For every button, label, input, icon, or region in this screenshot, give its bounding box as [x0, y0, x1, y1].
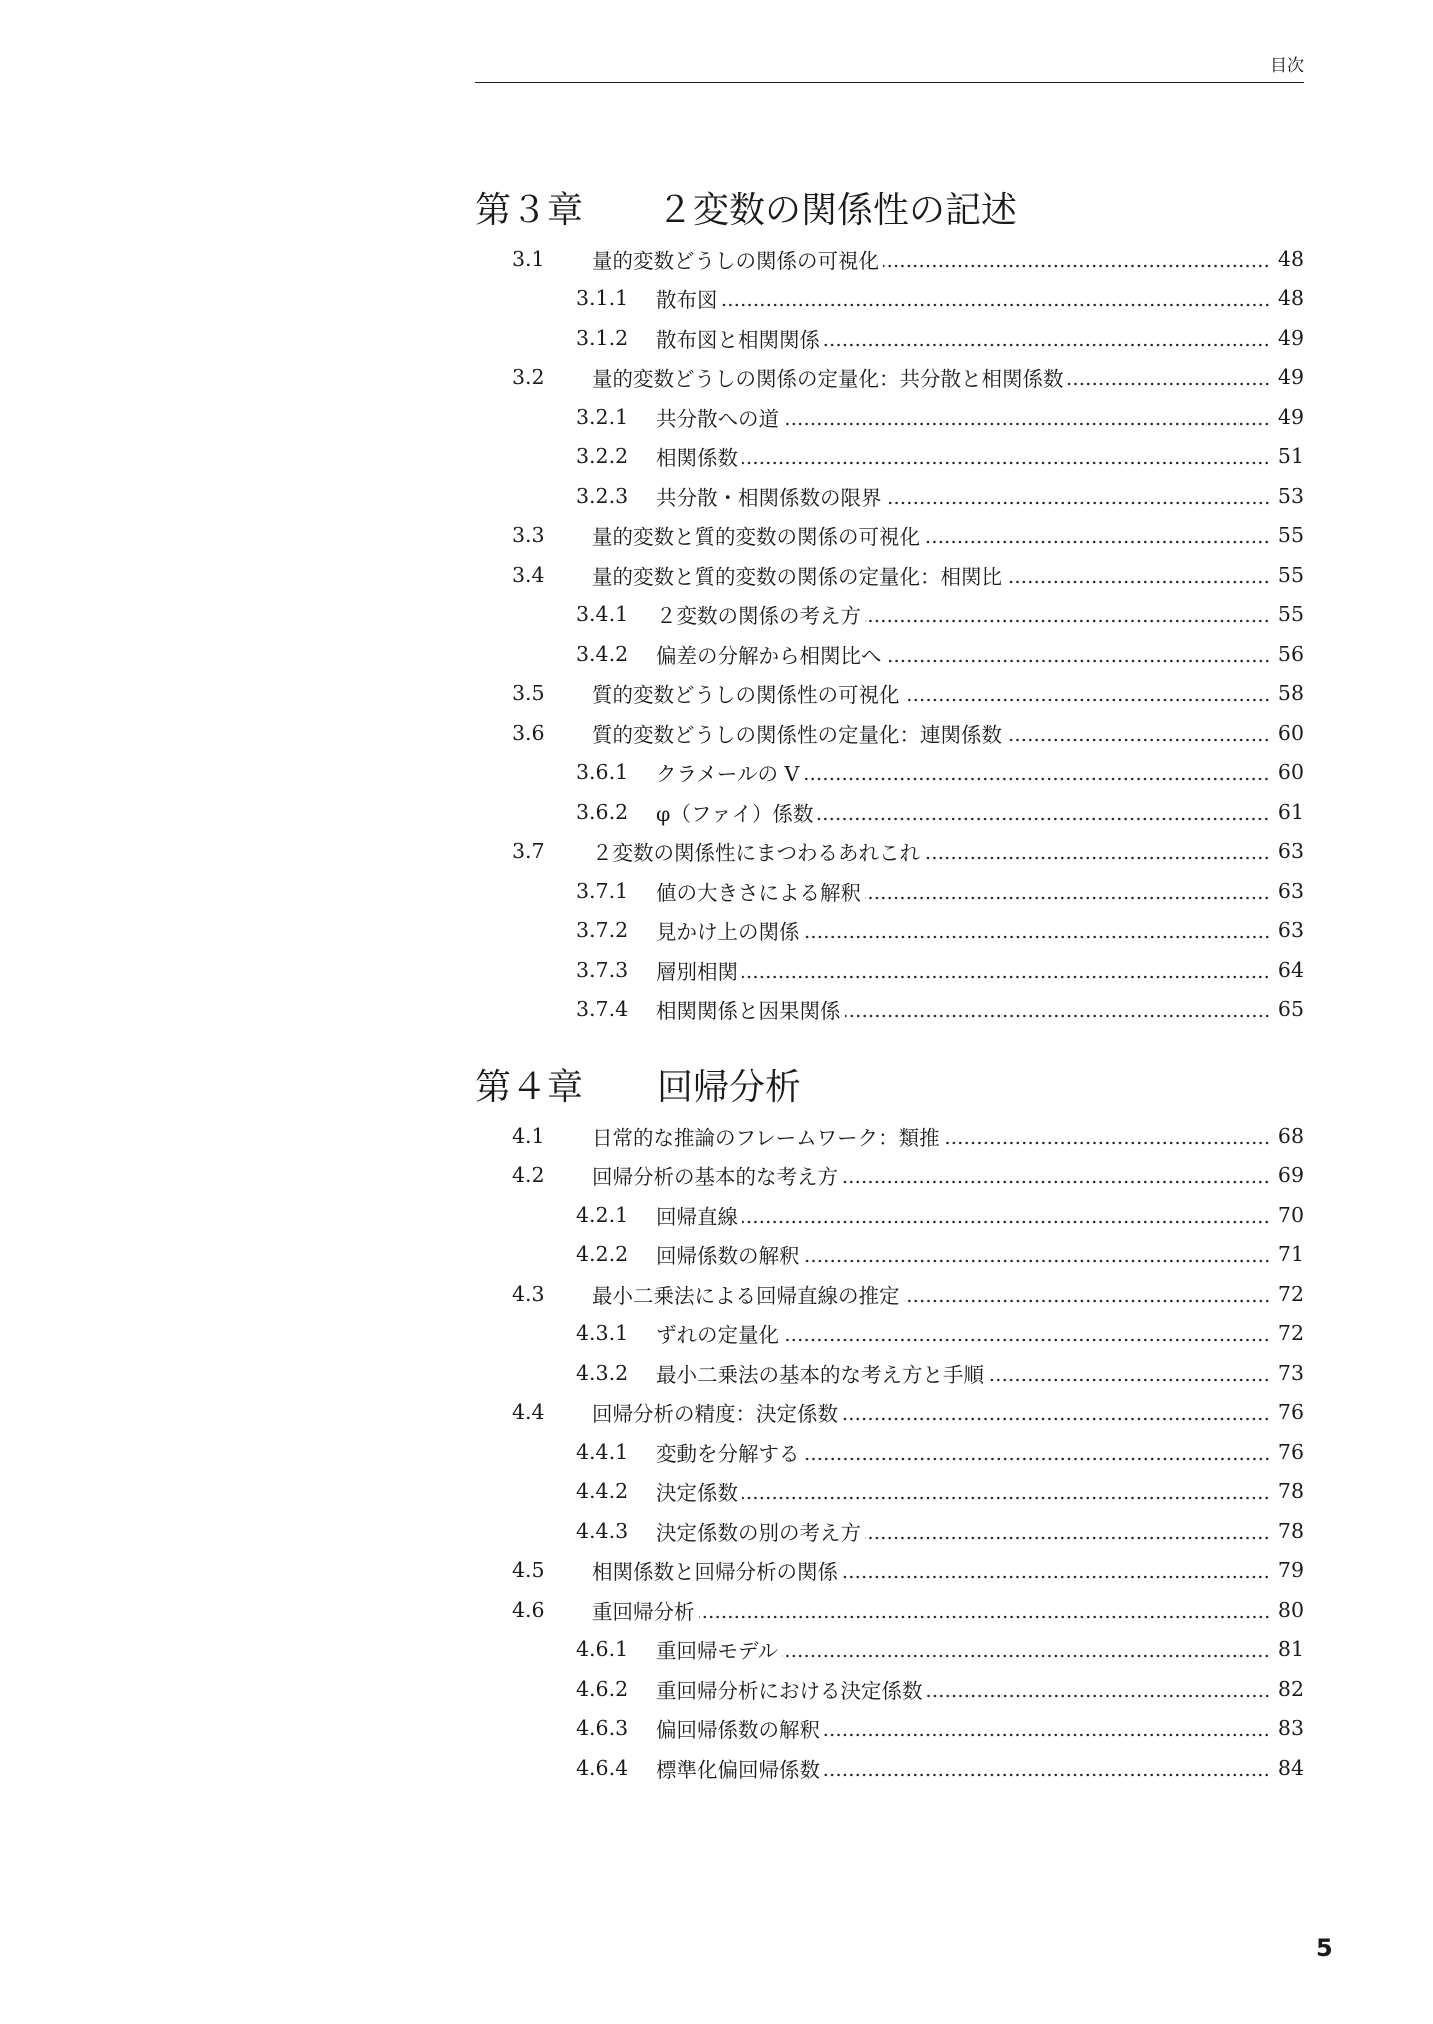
- toc-subsection-entry: [475, 753, 1304, 793]
- dot-leader: [1006, 580, 1270, 584]
- dot-leader: [824, 1773, 1270, 1777]
- toc-section-entry: [475, 239, 1304, 279]
- entry-title: 重回帰分析における決定係数: [656, 1678, 923, 1703]
- entry-title: クラメールの V: [656, 762, 800, 787]
- entry-title: 日常的な推論のフレームワーク：類推: [592, 1125, 940, 1150]
- entry-number: 4.6.3: [576, 1716, 629, 1741]
- entry-number: 3.7.1: [576, 878, 629, 903]
- entry-page-number: 56: [1277, 641, 1304, 666]
- toc-subsection-entry: [475, 792, 1304, 832]
- entry-title: 最小二乗法による回帰直線の推定: [592, 1283, 900, 1308]
- entry-number: 3.1.1: [576, 286, 629, 311]
- entry-page-number: 49: [1277, 365, 1304, 390]
- entry-title: 量的変数どうしの関係の可視化: [592, 248, 879, 273]
- entry-title: 回帰分析の基本的な考え方: [592, 1165, 838, 1190]
- dot-leader: [883, 264, 1270, 268]
- toc-subsection-entry: [475, 437, 1304, 477]
- entry-page-number: 71: [1277, 1242, 1304, 1267]
- toc-section-entry: [475, 1156, 1304, 1196]
- dot-leader: [904, 1299, 1270, 1303]
- dot-leader: [804, 1259, 1270, 1263]
- entry-number: 4.2: [512, 1163, 545, 1188]
- entry-page-number: 76: [1277, 1439, 1304, 1464]
- entry-title: φ（ファイ）係数: [656, 801, 814, 826]
- entry-number: 4.6.2: [576, 1676, 629, 1701]
- entry-page-number: 53: [1277, 483, 1304, 508]
- toc-section-entry: [475, 516, 1304, 556]
- entry-number: 3.4.2: [576, 641, 629, 666]
- dot-leader: [904, 698, 1270, 702]
- entry-number: 3.3: [512, 523, 545, 548]
- entry-number: 4.6: [512, 1597, 545, 1622]
- dot-leader: [783, 1338, 1270, 1342]
- entry-number: 4.4.1: [576, 1439, 629, 1464]
- entry-page-number: 81: [1277, 1637, 1304, 1662]
- entry-number: 4.4.2: [576, 1479, 629, 1504]
- dot-leader: [988, 1378, 1270, 1382]
- toc-subsection-entry: [475, 634, 1304, 674]
- toc-subsection-entry: [475, 1195, 1304, 1235]
- dot-leader: [804, 935, 1270, 939]
- dot-leader: [886, 501, 1270, 505]
- dot-leader: [1006, 738, 1270, 742]
- entry-number: 4.4: [512, 1400, 545, 1425]
- entry-page-number: 68: [1277, 1123, 1304, 1148]
- entry-page-number: 65: [1277, 997, 1304, 1022]
- dot-leader: [1068, 382, 1270, 386]
- entry-page-number: 48: [1277, 286, 1304, 311]
- entry-title: 回帰直線: [656, 1204, 738, 1229]
- entry-page-number: 63: [1277, 878, 1304, 903]
- toc-section-entry: [475, 358, 1304, 398]
- chapter-title: ２変数の関係性の記述: [657, 190, 1018, 231]
- toc-section-entry: [475, 674, 1304, 714]
- dot-leader: [722, 303, 1270, 307]
- entry-title: 質的変数どうしの関係性の可視化: [592, 683, 900, 708]
- dot-leader: [742, 461, 1270, 465]
- entry-page-number: 58: [1277, 681, 1304, 706]
- entry-title: 決定係数の別の考え方: [656, 1520, 861, 1545]
- entry-number: 3.2: [512, 365, 545, 390]
- entry-page-number: 63: [1277, 839, 1304, 864]
- dot-leader: [924, 540, 1270, 544]
- toc-subsection-entry: [475, 279, 1304, 319]
- toc-subsection-entry: [475, 950, 1304, 990]
- toc-subsection-entry: [475, 476, 1304, 516]
- entry-title: 値の大きさによる解釈: [656, 880, 861, 905]
- entry-page-number: 69: [1277, 1163, 1304, 1188]
- toc-subsection-entry: [475, 871, 1304, 911]
- entry-page-number: 79: [1277, 1558, 1304, 1583]
- entry-title: 共分散への道: [656, 406, 779, 431]
- entry-page-number: 78: [1277, 1479, 1304, 1504]
- entry-title: 散布図: [656, 288, 718, 313]
- entry-page-number: 83: [1277, 1716, 1304, 1741]
- dot-leader: [804, 1457, 1270, 1461]
- entry-title: 見かけ上の関係: [656, 920, 800, 945]
- entry-page-number: 80: [1277, 1597, 1304, 1622]
- entry-title: 相関係数: [656, 446, 738, 471]
- entry-title: 変動を分解する: [656, 1441, 800, 1466]
- entry-page-number: 48: [1277, 246, 1304, 271]
- chapter-heading: [475, 1060, 1304, 1116]
- entry-title: 相関係数と回帰分析の関係: [592, 1560, 838, 1585]
- dot-leader: [845, 1014, 1270, 1018]
- dot-leader: [742, 1496, 1270, 1500]
- entry-number: 3.5: [512, 681, 545, 706]
- dot-leader: [865, 619, 1270, 623]
- dot-leader: [865, 896, 1270, 900]
- toc-subsection-entry: [475, 1709, 1304, 1749]
- entry-number: 3.6.2: [576, 799, 629, 824]
- entry-page-number: 70: [1277, 1202, 1304, 1227]
- toc-subsection-entry: [475, 1748, 1304, 1788]
- dot-leader: [782, 1654, 1270, 1658]
- toc-subsection-entry: [475, 1472, 1304, 1512]
- entry-title: ２変数の関係性にまつわるあれこれ: [592, 841, 920, 866]
- toc-subsection-entry: [475, 1669, 1304, 1709]
- entry-title: 偏回帰係数の解釈: [656, 1718, 820, 1743]
- chapter-3: [475, 183, 1304, 1029]
- dot-leader: [842, 1417, 1270, 1421]
- entry-page-number: 78: [1277, 1518, 1304, 1543]
- entry-number: 3.2.1: [576, 404, 629, 429]
- entry-number: 4.2.1: [576, 1202, 629, 1227]
- entry-number: 3.6.1: [576, 760, 629, 785]
- entry-number: 3.4.1: [576, 602, 629, 627]
- entry-title: 標準化偏回帰係数: [656, 1757, 820, 1782]
- entry-number: 3.4: [512, 562, 545, 587]
- entry-title: ２変数の関係の考え方: [656, 604, 861, 629]
- dot-leader: [699, 1615, 1270, 1619]
- toc-subsection-entry: [475, 1314, 1304, 1354]
- entry-title: ずれの定量化: [656, 1323, 779, 1348]
- toc-subsection-entry: [475, 1432, 1304, 1472]
- entry-number: 3.7.2: [576, 918, 629, 943]
- toc-subsection-entry: [475, 990, 1304, 1030]
- entry-number: 4.3.2: [576, 1360, 629, 1385]
- toc-subsection-entry: [475, 911, 1304, 951]
- entry-page-number: 55: [1277, 562, 1304, 587]
- toc-section-entry: [475, 1116, 1304, 1156]
- toc-section-entry: [475, 1274, 1304, 1314]
- toc-section-entry: [475, 555, 1304, 595]
- entry-page-number: 84: [1277, 1755, 1304, 1780]
- dot-leader: [824, 343, 1270, 347]
- entry-number: 3.2.3: [576, 483, 629, 508]
- entry-title: 回帰係数の解釈: [656, 1244, 800, 1269]
- toc-subsection-entry: [475, 1630, 1304, 1670]
- entry-number: 3.7: [512, 839, 545, 864]
- entry-number: 4.6.4: [576, 1755, 629, 1780]
- entry-page-number: 72: [1277, 1321, 1304, 1346]
- dot-leader: [842, 1180, 1270, 1184]
- entry-title: 重回帰モデル: [656, 1639, 778, 1664]
- entry-title: 重回帰分析: [592, 1599, 695, 1624]
- entry-number: 3.2.2: [576, 444, 629, 469]
- running-head: 目次: [475, 56, 1304, 83]
- entry-number: 4.3.1: [576, 1321, 629, 1346]
- entry-page-number: 49: [1277, 404, 1304, 429]
- toc-section-entry: [475, 713, 1304, 753]
- entry-page-number: 60: [1277, 760, 1304, 785]
- dot-leader: [924, 856, 1270, 860]
- dot-leader: [842, 1575, 1270, 1579]
- dot-leader: [803, 777, 1270, 781]
- dot-leader: [944, 1141, 1270, 1145]
- dot-leader: [817, 817, 1269, 821]
- dot-leader: [783, 422, 1270, 426]
- page-number: 5: [1316, 1934, 1333, 1962]
- toc-subsection-entry: [475, 1353, 1304, 1393]
- entry-number: 4.3: [512, 1281, 545, 1306]
- toc-section-entry: [475, 1393, 1304, 1433]
- toc-section-entry: [475, 832, 1304, 872]
- toc-subsection-entry: [475, 1235, 1304, 1275]
- entry-page-number: 64: [1277, 957, 1304, 982]
- entry-page-number: 55: [1277, 602, 1304, 627]
- entry-title: 量的変数と質的変数の関係の定量化：相関比: [592, 564, 1002, 589]
- chapter-number: 第４章: [475, 1067, 584, 1108]
- entry-title: 偏差の分解から相関比へ: [656, 643, 882, 668]
- entry-page-number: 51: [1277, 444, 1304, 469]
- toc-section-entry: [475, 1590, 1304, 1630]
- entry-page-number: 49: [1277, 325, 1304, 350]
- toc-subsection-entry: [475, 318, 1304, 358]
- entry-number: 4.6.1: [576, 1637, 629, 1662]
- entry-title: 層別相関: [656, 959, 738, 984]
- entry-number: 4.1: [512, 1123, 545, 1148]
- dot-leader: [927, 1694, 1270, 1698]
- entry-title: 回帰分析の精度：決定係数: [592, 1402, 838, 1427]
- entry-title: 散布図と相関関係: [656, 327, 820, 352]
- entry-page-number: 76: [1277, 1400, 1304, 1425]
- entry-title: 相関関係と因果関係: [656, 999, 841, 1024]
- chapter-4: [475, 1060, 1304, 1788]
- chapter-number: 第３章: [475, 190, 584, 231]
- toc-section-entry: [475, 1551, 1304, 1591]
- dot-leader: [742, 975, 1270, 979]
- entry-title: 量的変数と質的変数の関係の可視化: [592, 525, 920, 550]
- entry-number: 4.5: [512, 1558, 545, 1583]
- toc-subsection-entry: [475, 397, 1304, 437]
- entry-number: 3.7.4: [576, 997, 629, 1022]
- entry-number: 4.4.3: [576, 1518, 629, 1543]
- entry-page-number: 61: [1277, 799, 1304, 824]
- entry-number: 3.1: [512, 246, 545, 271]
- entry-page-number: 60: [1277, 720, 1304, 745]
- entry-page-number: 82: [1277, 1676, 1304, 1701]
- entry-number: 3.1.2: [576, 325, 629, 350]
- entry-title: 決定係数: [656, 1481, 738, 1506]
- entry-title: 量的変数どうしの関係の定量化：共分散と相関係数: [592, 367, 1064, 392]
- entry-number: 3.7.3: [576, 957, 629, 982]
- entry-title: 共分散・相関係数の限界: [656, 485, 882, 510]
- entry-title: 最小二乗法の基本的な考え方と手順: [656, 1362, 984, 1387]
- entry-title: 質的変数どうしの関係性の定量化：連関係数: [592, 722, 1002, 747]
- toc-subsection-entry: [475, 595, 1304, 635]
- entry-number: 4.2.2: [576, 1242, 629, 1267]
- toc-entry-list: [475, 1116, 1304, 1788]
- toc-subsection-entry: [475, 1511, 1304, 1551]
- chapter-heading: [475, 183, 1304, 239]
- entry-page-number: 72: [1277, 1281, 1304, 1306]
- entry-page-number: 73: [1277, 1360, 1304, 1385]
- dot-leader: [865, 1536, 1270, 1540]
- entry-page-number: 55: [1277, 523, 1304, 548]
- dot-leader: [886, 659, 1270, 663]
- entry-number: 3.6: [512, 720, 545, 745]
- entry-page-number: 63: [1277, 918, 1304, 943]
- dot-leader: [742, 1220, 1270, 1224]
- chapter-title: 回帰分析: [657, 1067, 802, 1108]
- toc-entry-list: [475, 239, 1304, 1029]
- dot-leader: [824, 1733, 1270, 1737]
